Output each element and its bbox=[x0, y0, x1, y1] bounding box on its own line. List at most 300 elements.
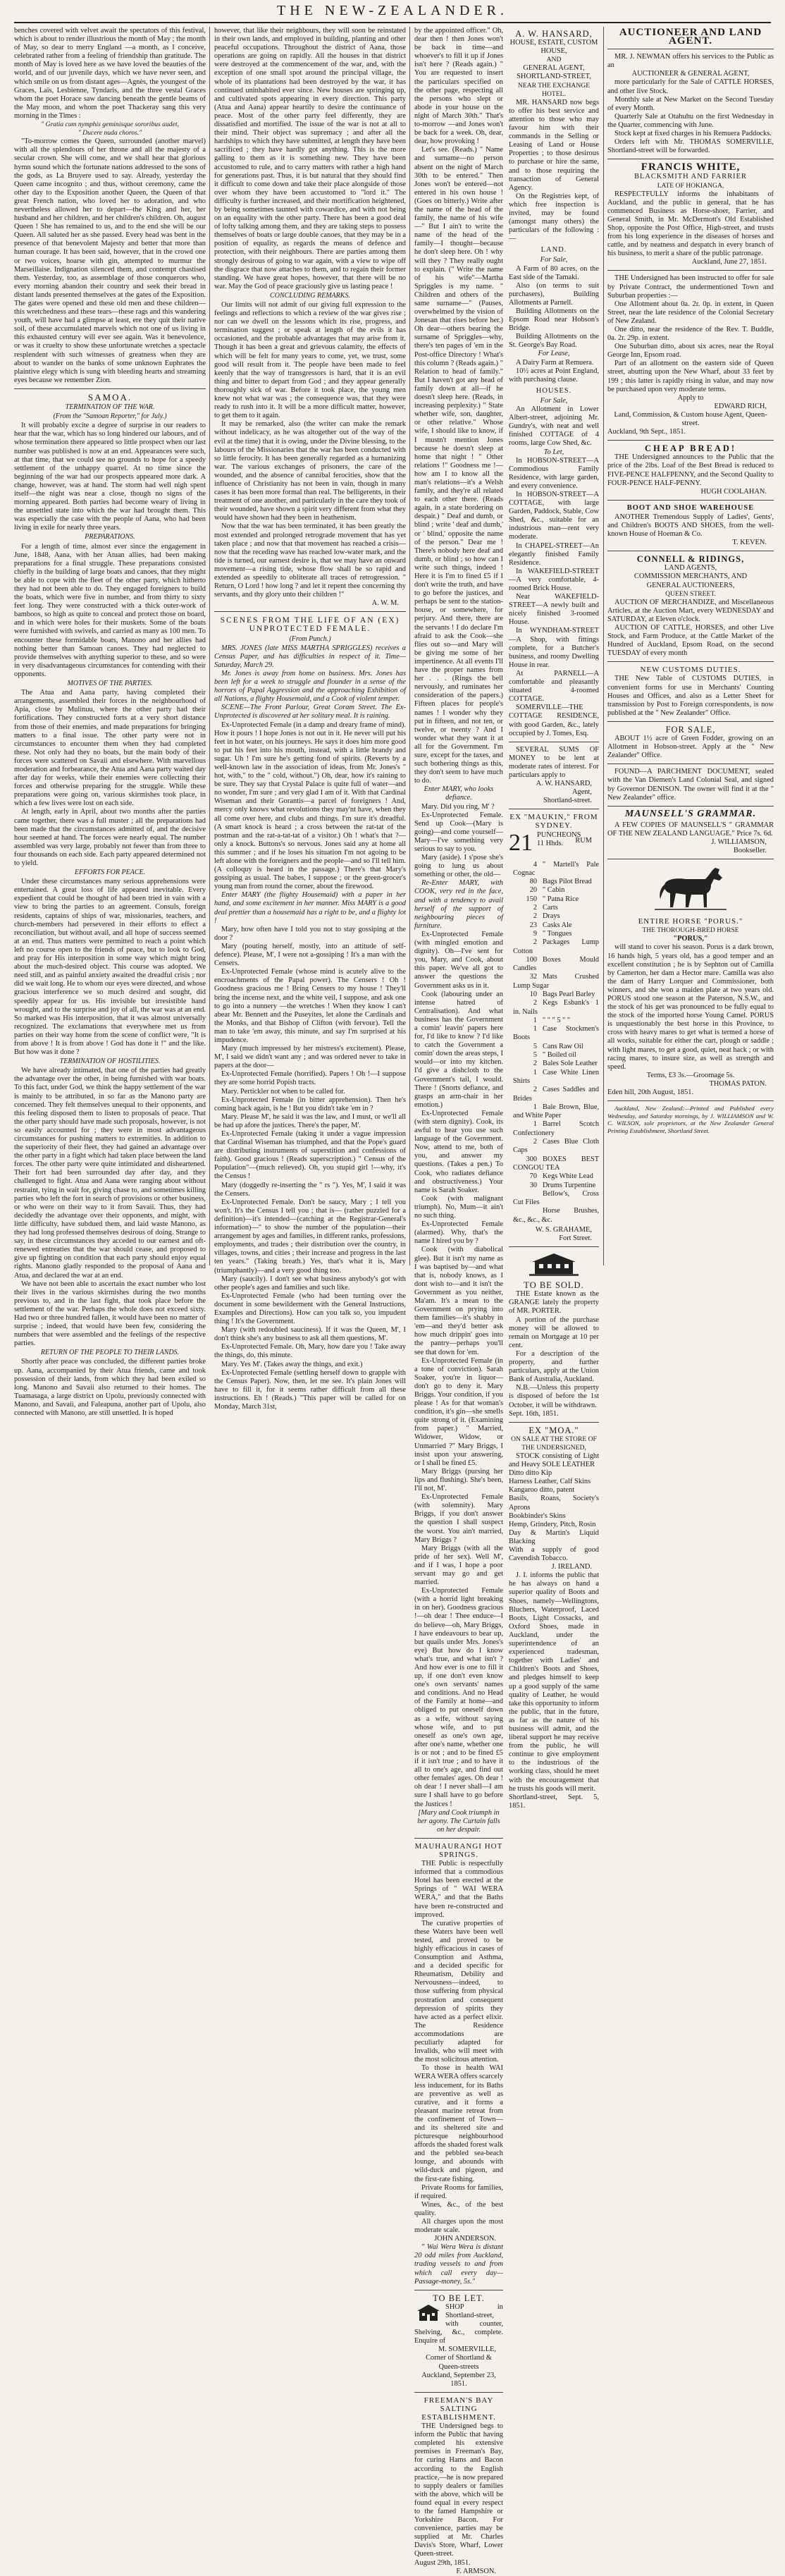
maukin-items bbox=[509, 861, 599, 1225]
ad-title: CHEAP BREAD! bbox=[644, 443, 737, 454]
stock-item bbox=[513, 904, 599, 912]
listing: Building Allotments on the Epsom Road near Hobson's Bridge. bbox=[509, 307, 599, 333]
listing: Building Allotments on the St. George's Bay Road. bbox=[509, 333, 599, 350]
ad-heading: SHORTLAND-STREET, bbox=[517, 73, 591, 81]
ad-title: A. W. HANSARD, bbox=[515, 29, 593, 39]
stock-quantity: 2 bbox=[533, 938, 537, 947]
stock-quantity: 2 bbox=[533, 1138, 537, 1146]
stock-item bbox=[513, 1155, 599, 1173]
listing: In WAKEFIELD-STREET—A very comfortable, 4-roomed Brick House. bbox=[509, 567, 599, 592]
ad-paragraph: Stock kept at fixed charges in his Remuera Paddocks. bbox=[614, 130, 772, 138]
puncheons-label: PUNCHEONS bbox=[537, 830, 581, 839]
stock-item bbox=[513, 1051, 599, 1060]
stock-quantity: 1 bbox=[533, 1068, 537, 1077]
article-paragraph: The Atua and Aana party, having completed their arrangements, assembled their forces in the neighbourhood of Apia, close by Mulinuu, where the other party had their fortifications. They constructed forts at a very short distance from those of their enemies, and made preparations for bringing matters to a final issue. The other party were not in circumstances to encounter them when they had completed these. Not only had they no boats, but the main body of their forces were scattered on Savaii and elsewhere. With marvellous moderation and forbearance, the Atua and Aana party waited day after day for weeks, while their enemies were collecting their forces and otherwise preparing for the struggle. While these preparations were going on, various skirmishes took place, in which a few lives were lost on each side. bbox=[14, 689, 206, 808]
ad-title: BOOT AND SHOE WAREHOUSE bbox=[626, 503, 755, 512]
article-source: (From Punch.) bbox=[289, 634, 331, 643]
article-paragraph: SCENE—The Front Parlour, Great Coram Street. The Ex-Unprotected is discovered at her solitary meal. It is raining. bbox=[214, 704, 406, 720]
article-paragraph: Ex-Unprotected Female (taking it under a vague impression that Cardinal Wiseman has triumphed, and that the Pope's guard are distributing instruments of superstition and confessions of faith). Good gracious ! (Reads superscription.) " Census of the Population"—(much relieved). Oh, you stupid girl !—why, it's the Census ! bbox=[214, 1130, 406, 1181]
ad-paragraph: SEVERAL SUMS OF MONEY to be lent at moderate rates of interest. For particulars apply to bbox=[509, 745, 599, 779]
article-paragraph: Ex-Unprotected Female (with mingled emotion and dignity). Oh—I've sent for you, Mary, and Cook, about this paper. We've all got to answer the questions the Government asks us in it. bbox=[414, 930, 503, 990]
ad-apply: Apply to bbox=[677, 393, 704, 402]
subheading: To Let, bbox=[543, 448, 564, 456]
ad-paragraph: A FEW COPIES OF MAUNSELL'S " GRAMMAR OF THE NEW ZEALAND LANGUAGE." Price 7s. 6d. bbox=[607, 821, 774, 838]
stock-description: " Boiled oil bbox=[543, 1051, 576, 1060]
article-signature: A. W. M. bbox=[371, 599, 399, 608]
ad-terms: Terms, £3 3s.—Groomage 5s. bbox=[646, 1071, 735, 1079]
stock-quantity: 2 bbox=[533, 904, 537, 912]
article-paragraph: We have not been able to ascertain the exact number who lost their lives in the various skirmishes during the two months previous to, and in the last fight, that took place before the settlement of the war. Perhaps the whole does not exceed sixty. Had two or three hundred fallen, it would have been no matter of surprise ; indeed, that would have been few, considering the numbers that were assembled and the feelings of the respective parties. bbox=[14, 1280, 206, 1348]
column-divider bbox=[209, 27, 210, 1265]
ad-heading: BLACKSMITH AND FARRIER bbox=[634, 173, 747, 181]
ad-signature: A. W. HANSARD, bbox=[536, 780, 592, 788]
article-paragraph: Ex-Unprotected Female (with a horrid light breaking in on her). Goodness gracious !—oh dear ! Thee enduce—I do believe—oh, Mary Briggs, I have endeavours to bear up, but quails under Mrs. Jones's eye) But how do I know what's true, and what isn't ? And how ever is one to fill it up, if one don't even know one's own servants' names and conditions. And no Head of the Family at home—and obliged to put oneself down as a wife, without saying whose wife, and to put oneself as one's own age, after one's name, whether one is or not ; and to be fined £5 if it isn't true ; and to have it all to one's age, and find out other females' ages. Oh dear ! oh dear ! I never shall—I am sure I shall have to go before the Justices ! bbox=[414, 1587, 503, 1808]
article-paragraph: We have already intimated, that one of the parties had greatly the advantage over the other, in being furnished with war boats. To this fact, under God, we think the happy settlement of the war is mainly to be attributed, in so far as the Manono party are concerned. They felt themselves unequal to their opponents, and this feeling disposed them to listen to proposals of peace. That the other party should have made such proposals, however, is not so easily accounted for ; they were in most advantageous circumstances for pushing matters to extremities. In addition to the superiority of their fleet, they had gained an advantage over the other party in a fight which had taken place between the land forces. The other party were quite intimidated and disheartened. Their fort had been surrounded day after day, and they challenged to fight. Atua and Aana were ranging about without restraint, tying in wait for, giving chase to, and sometimes killing parties who left the fort in search of provisions or other business, or who were on their way to it from Savaii. Thus, they had decidedly the advantage over their opponents, and might, with little difficulty, have subdued them, and laid waste Manono, as they had long professed themselves desirous of doing. Strange to say, in these circumstances they acceded to our earnest and oft-renewed entreaties that the war should cease, and proposed to give up fighting on condition that each party should enjoy equal rights. Manono gladly responded to the proposal of Aana and Atua, and declared the war at an end. bbox=[14, 1067, 206, 1280]
column-divider bbox=[409, 27, 410, 1265]
listing: Near WAKEFIELD-STREET—A newly built and nicely finished 3-roomed House. bbox=[509, 593, 599, 627]
listing: In HOBSON-STREET—A Commodious Family Residence, with large garden, and every convenience. bbox=[509, 456, 599, 490]
ad-paragraph: STOCK consisting of Light and Heavy SOLE LEATHER bbox=[509, 1452, 599, 1469]
article-paragraph: Enter MARY (the flighty Housemaid) with a paper in her hand, and some excitement in her manner. Miss MARY is a good deal prettier than a housemaid has a right to be, and a flighty lot ! bbox=[214, 891, 406, 925]
listing: A Dairy Farm at Remuera. bbox=[516, 358, 594, 367]
stock-quantity: 23 bbox=[529, 921, 537, 929]
divider bbox=[414, 1838, 503, 1839]
ad-heading: COMMISSION MERCHANTS, AND bbox=[633, 572, 748, 581]
ad-role: Bookseller. bbox=[733, 847, 767, 855]
ad-signature: Fort Street. bbox=[559, 1234, 592, 1243]
stock-quantity: 9 bbox=[533, 929, 537, 938]
stock-description: " Tongues bbox=[543, 929, 572, 938]
article-paragraph: Ex-Unprotected Female (horrified). Papers ! Oh !—I suppose they are some horrid Popish tracts. bbox=[214, 1070, 406, 1087]
ad-paragraph: THE Undersigned announces to the Public that the price of the 2lbs. Loaf of the Best Bread is reduced to FIVE-PENCE HALFPENNY, and the Second Quality to FOUR-PENCE HALF-PENNY. bbox=[607, 453, 774, 487]
ad-date: August 29th, 1851. bbox=[414, 2558, 471, 2567]
article-paragraph: At length, early in April, about two months after the parties came together, there was a full muster ; all the preparations had been made that the circumstances admitted of, and the decisive hour seemed at hand. The forces were nearly equal. The number assembled was very large, probably not fewer than from three to four thousands on each side. Each party appeared determined not to yield. bbox=[14, 808, 206, 867]
stock-description: Horse Brushes, &c., &c., &c. bbox=[513, 1207, 599, 1224]
ad-signature: J. WILLIAMSON, bbox=[711, 838, 767, 846]
stock-item bbox=[513, 1060, 599, 1068]
section-heading: EFFORTS FOR PEACE. bbox=[74, 869, 146, 877]
article-paragraph: Mary Briggs (pursing her lips and flushing). She's been, I'll not, M'. bbox=[414, 1467, 503, 1493]
ad-paragraph: Private Rooms for families, if required. bbox=[414, 2183, 503, 2200]
article-paragraph: Mary (much impressed by her mistress's excitement). Please, M', I said we didn't want any ; and was ordered never to take in papers at the door— bbox=[214, 1045, 406, 1070]
ad-signature: Shortland-street. bbox=[543, 797, 592, 805]
ad-signature: F. ARMSON. bbox=[456, 2567, 496, 2575]
stock-item bbox=[513, 956, 599, 974]
stock-description: Kegs White Lead bbox=[543, 1172, 593, 1181]
stock-description: Drays bbox=[543, 912, 560, 921]
latin-quote: " Ducere nuda choros." bbox=[78, 129, 142, 137]
article-paragraph: Cook (labouring under an intense hatred of Centralisation). And what business has the Government a comin' leavin' papers here for, I'd like to know ? I'd like to catch the Government a comin' down the areas steps, I would—or into my kitchen. I'd give a dishcloth to the Government's tail, I would. There ! (Snorts defiance, and grasps an arm-chair in her emotion.) bbox=[414, 990, 503, 1109]
stock-item bbox=[513, 895, 599, 904]
ad-signature: W. S. GRAHAME, bbox=[535, 1226, 592, 1234]
stock-description: Bales Sole Leather bbox=[543, 1060, 598, 1068]
ad-paragraph: Monthly sale at New Market on the Second Tuesday of every Month. bbox=[607, 95, 774, 112]
ad-date: Auckland, 9th Sept., 1851. bbox=[607, 428, 686, 436]
ad-title: EX "MOA." bbox=[529, 1425, 579, 1435]
stock-description: " Cabin bbox=[543, 886, 565, 895]
ad-signature: T. KEVEN. bbox=[732, 539, 767, 547]
article-paragraph: Ex-Unprotected Female (with solemnity). Mary Briggs, if you don't answer the question I shall suspect the worst. You ain't married, Mary Briggs ? bbox=[414, 1493, 503, 1544]
article-title: SCENES FROM THE LIFE OF AN (EX) UNPROTECTED FEMALE. bbox=[220, 616, 400, 634]
stock-quantity: 1 bbox=[533, 1103, 537, 1111]
ad-title: AUCTIONEER AND LAND AGENT. bbox=[619, 27, 762, 47]
stock-item bbox=[513, 1025, 599, 1043]
ad-date: Sept. 16th, 1851. bbox=[509, 1409, 559, 1418]
stock-quantity: 2 bbox=[533, 912, 537, 921]
ad-role: Land, Commission, & Custom house Agent, Queen-street. bbox=[614, 410, 767, 428]
listing: 10½ acres at Point England, with purchasing clause. bbox=[509, 367, 599, 384]
ad-title: ENTIRE HORSE "PORUS." bbox=[638, 917, 743, 926]
stock-quantity: 300 bbox=[526, 1155, 537, 1163]
listing: At PARNELL—A comfortable and pleasantly situated 4-roomed COTTAGE. bbox=[509, 669, 599, 704]
listing: SOMERVILLE—THE COTTAGE RESIDENCE, with good Garden, &c., lately occupied by J. Tomes, Esq. bbox=[509, 704, 599, 737]
colophon: Auckland, New Zealand:—Printed and Published every Wednesday, and Saturday mornings, by J. WILLIAMSON and W. C. WILSON, sole proprietors, at the New Zealander General Printing Establishment, Shortland Street. bbox=[607, 1105, 774, 1134]
stock-item: Harness Leather, Calf Skins bbox=[509, 1478, 591, 1486]
stock-description: " Patna Rice bbox=[543, 895, 579, 903]
ad-heading: QUEEN STREET. bbox=[665, 589, 716, 598]
ad-paragraph: more particularly for the Sale of CATTLE HORSES, and other live Stock. bbox=[607, 78, 774, 95]
column-4 bbox=[607, 27, 774, 1268]
stock-description: Mats Crushed Lump Sugar bbox=[513, 973, 599, 990]
stage-direction: Re-Enter MARY, with COOK, very red in the face, and with a tendency to avail herself of the support of neighbouring pieces of furniture. bbox=[414, 879, 503, 930]
ad-date: Shortland-street, Sept. 5, 1851. bbox=[509, 1793, 599, 1810]
article-paragraph: Ex-Unprotected Female (with stern dignity). Cook, its awful to hear you use such language of the Government. Now, attend to me, both of you, and answer my questions. (Takes a pen.) To Cook, who radiates defiance and obstructiveness.) Your name is Sarah Soaker. bbox=[414, 1109, 503, 1194]
listing: Part of an allotment on the eastern side of Queen street, abutting upon the New Wharf, about 33 feet by 199 ; this latter is rapidly rising in value, and may now be purchased upon very moderate terms. bbox=[607, 360, 774, 393]
stock-quantity: 150 bbox=[526, 895, 537, 903]
divider bbox=[607, 270, 774, 271]
ad-heading: GENERAL AGENT, bbox=[523, 64, 585, 73]
ad-heading: HOUSE, ESTATE, CUSTOM HOUSE, bbox=[509, 39, 598, 56]
ad-heading: GENERAL AUCTIONEERS, bbox=[646, 581, 735, 589]
column-divider bbox=[603, 27, 604, 1265]
ad-paragraph: ANOTHER Tremendous Supply of Ladies', Gents', and Children's BOOTS AND SHOES, from the well-known House of Hoeman & Co. bbox=[607, 513, 774, 539]
stock-item bbox=[513, 938, 599, 956]
ad-heading: LATE OF HOKIANGA, bbox=[657, 181, 724, 190]
divider bbox=[607, 763, 774, 764]
article-paragraph: by the appointed officer." Oh, dear then ! then Jones won't be back in time—and whoever's to fill it up if Jones isn't here ? (Reads again.) " You are requested to insert the particulars specified on the other page, respecting all the persons who slept or abode in your house on the night of March 30th." That's to-morrow —and Jones won't be back for a week. Oh, dear, dear, how provoking ! bbox=[414, 27, 503, 146]
article-paragraph: Mary (with redoubled sauciness). If it was the Queen, M', I don't think she's any business to ask all them questions, M'. bbox=[214, 1326, 406, 1343]
article-paragraph: Ex-Unprotected Female (who had been turning over the document in some bewilderment with the General Instructions, Examples and Directions). How can you talk so, you impudent thing ! It's the Government. bbox=[214, 1292, 406, 1326]
stock-quantity: 1 bbox=[533, 1025, 537, 1034]
divider bbox=[607, 500, 774, 501]
stock-description: Barrel Scotch Confectionery bbox=[513, 1120, 599, 1137]
stock-description: " Martell's Pale Cognac bbox=[513, 860, 599, 877]
section-heading: RETURN OF THE PEOPLE TO THEIR LANDS. bbox=[40, 1349, 180, 1357]
stage-direction: [Mary and Cook triumph in her agony. The Curtain falls on her despair. bbox=[417, 1808, 500, 1834]
ad-heading: THE THOROUGH-BRED HORSE bbox=[642, 926, 739, 935]
subheading: For Lease, bbox=[538, 350, 570, 358]
article-paragraph: Ex-Unprotected Female (in a tone of conviction). Sarah Soaker, you're in liquor—don't go to deny it. Mary Briggs. Your condition, if you please ! As for that woman's condition, it's gin—she smells quite strong of it. (Examining from paper.) " Married, Widower, Widow, or Unmarried ?" Mary Briggs, I insist upon your answering, or I shall be fined £5. bbox=[414, 1356, 503, 1467]
article-paragraph: Ex-Unprotected Female (in bitter apprehension). Then he's coming back again, is he ! But you didn't take 'em in ? bbox=[214, 1096, 406, 1112]
ad-signature: JOHN ANDERSON. bbox=[434, 2235, 496, 2243]
subheading: For Sale, bbox=[540, 256, 568, 264]
stock-item bbox=[513, 886, 599, 895]
puncheons-count: 21 bbox=[509, 829, 533, 856]
ad-paragraph: The curative properties of these Waters have been well tested, and proved to be highly efficacious in cases of Consumption and Asthma, and a decided specific for Rheumatism, Debility and Nervousness—indeed, to those suffering from physical prostration and consequent depression of spirits they have acted as a perfect elixir. The Residence accommodations are peculiarly adapted for Invalids, who will meet with the most solicitous attention. bbox=[414, 1919, 503, 2064]
ad-title: FRANCIS WHITE, bbox=[641, 161, 741, 173]
stock-quantity: 100 bbox=[526, 955, 537, 964]
ad-title: CONNELL & RIDINGS, bbox=[636, 554, 745, 565]
stock-item bbox=[513, 1043, 599, 1051]
stock-item bbox=[513, 990, 599, 999]
ad-signature: HUGH COOLAHAN. bbox=[700, 487, 767, 496]
stock-description: Bags Pilot Bread bbox=[543, 878, 592, 886]
article-paragraph: Ex-Unprotected Female. Send up Cook—(Mary is going)—and come yourself—Mary—I've something very serious to say to you. bbox=[414, 811, 503, 853]
ad-paragraph: will stand to cover his season. Porus is a dark brown, 16 hands high, 5 years old, has a good temper and an excellent constitution ; he is by Sephton out of Camilla by Camerton, her dam a Hector mare. Camilla was also the dam of Harry Lorquer and Commissioner, both winners, and she won a maiden plate at two years old. PORUS stood one season at the Paterson, N.S.W., and the stock of his get was pronounced to be fully equal to the stock of the imported horse Young Camel. PORUS is unquestionably the best horse in this Province, to cross with heavy mares to get what is termed a horse of all works, suitable for either the cart, plough or saddle ; with light mares, to get a good, quiet, neat hack ; or with racing mares, to insure size, as well as strength and speed. bbox=[607, 943, 774, 1071]
ad-paragraph: Wines, &c., of the best quality. bbox=[414, 2200, 503, 2217]
stock-item: Day & Martin's Liquid Blacking bbox=[509, 1528, 599, 1545]
stock-description: Cans Raw Oil bbox=[543, 1042, 583, 1050]
stock-quantity: 1 bbox=[533, 1016, 537, 1024]
ad-date: Auckland, September 23, 1851. bbox=[421, 2371, 496, 2388]
ad-paragraph: AUCTION OF MERCHANDIZE, and Miscellaneous Articles, at the Auction Mart, every WEDNESDAY and SATURDAY, at Eleven o'clock. bbox=[607, 598, 774, 623]
stock-quantity: 5 bbox=[533, 1042, 537, 1050]
stock-item bbox=[513, 973, 599, 990]
stock-item bbox=[513, 1172, 599, 1181]
stock-description: " " " 5 " " bbox=[543, 1016, 571, 1024]
stock-quantity: 20 bbox=[529, 886, 537, 895]
stock-quantity: 32 bbox=[529, 973, 537, 981]
ad-paragraph: All charges upon the most moderate scale. bbox=[414, 2218, 503, 2235]
section-heading: MOTIVES OF THE PARTIES. bbox=[67, 680, 153, 688]
ad-paragraph: Orders left with Mr. THOMAS SOMERVILLE, Shortland-street will be forwarded. bbox=[607, 138, 774, 155]
article-paragraph: Shortly after peace was concluded, the different parties broke up. Aana, accompanied by their Atua friends, came and took possession of their lands, from which they had been exiled so long. Manono and Savaii also returned to their homes. The Tuamasaga, a large district on Upolu, previously connected with Manono, and Savaii, and Faleapuna, another part of Upolu, also connected with Manono, are still unsettled. It is hoped bbox=[14, 1358, 206, 1417]
article-paragraph: Cook (with malignant triumph). No, Mum—it ain't no such thing. bbox=[414, 1194, 503, 1220]
ad-address: Corner of Shortland & Queen-streets bbox=[426, 2354, 492, 2371]
ad-date: Eden hill, 20th August, 1851. bbox=[607, 1088, 694, 1097]
article-paragraph: Mary, how often have I told you not to stay gossiping at the door ? bbox=[214, 925, 406, 942]
stock-item: With a supply of good Cavendish Tobacco. bbox=[509, 1546, 599, 1563]
article-paragraph: Let's see. (Reads.) " Name and surname—no person absent on the night of March 30th to be entered." Then Jones won't be entered—not entered in his own house ! (Goes on bitterly.) Write after the name of the head of the family, the name of his wife—" But I ain't to write the name of the head of the family—I thought—because he don't sleep here. Oh ! why will they ? They really ought to explain. (" Write the name of his wife"—Martha Spriggles is my name. " Children and others of the same surname—" (Pauses, overwhelmed by the vision of Jonesan that rises before her.) Oh dear—others bearing the surname of Spriggles—why, there's ten pages of 'em in the Post-office Directory ! What's this column ? (Reads again.) " Relation to head of family." But I haven't got any head of family down at all—if he doesn't sleep here. (Reads, in increasing perplexity.) " State whether wife, son, daughter, or other relative." Whose wife, I should like to know, if I mustn't mention Jones because he doesn't sleep at home that night ! " Other relations !" Goodness me !—how am I to know all the man's relations—it's a Welsh family, and they're all related to each other there. (Reads again, in a state bordering on despair.) " Deaf and dumb, or blind ; write ' deaf and dumb,' or ' blind,' opposite the name of the person." Dear me ! There's nobody here deaf and dumb, or blind ; so how can I write such things, indeed ! Here it is I'm to fined £5 if I don't write the truth, and have to go before the justices, and perhaps be sent to the station-house, or somewhere, for perjury. And there, there are the servants ! I do declare I'm afraid to ask the Cook—she flies out so—and Mary will be giving me some of her impertinence. At all events I'll have the proper names from her . . . (Rings the bell nervously, and ruminates her consideration of the papers.) Fifteen places for people's names ! I wonder why they put in fifteen, and not ten, or twelve, or twenty ? And I wonder what they want it at all for the Government. I'm sure, except for the taxes, and such bothering things as this, they don't seem to have much to do. bbox=[414, 146, 503, 785]
article-paragraph: Mary (pouting herself, mostly, into an attitude of self-defence). Please, M', I were not a-gossiping ! It's a man with the Censers. bbox=[214, 942, 406, 968]
stock-quantity: 80 bbox=[529, 878, 537, 886]
ad-paragraph: THE Undersigned begs to inform the Public that having completed his extensive premises in Freeman's Bay, for curing Hams and Bacon according to the English practice,—he is now prepared to supply dealers or families with the above, which will be found equal in every respect to the famed Hampshire or Yorkshire Bacon. For convenience, parties may be supplied at Mr. Charles Davis's Store, Wharf, Lower Queen-street. bbox=[414, 2422, 503, 2558]
ad-paragraph: MR. J. NEWMAN offers his services to the Public as an bbox=[607, 53, 774, 70]
stock-description: Kegs Esbank's 1 in. Nails bbox=[513, 999, 599, 1016]
ad-title: MAUNSELL'S GRAMMAR. bbox=[624, 808, 757, 819]
article-paragraph: Ex-Unprotected Female (alarmed). Why, that's the name I hired you by ? bbox=[414, 1220, 503, 1246]
section-heading: CONCLUDING REMARKS. bbox=[270, 291, 350, 300]
stock-item bbox=[513, 1190, 599, 1208]
horse-name: "PORUS," bbox=[673, 935, 708, 943]
article-paragraph: Mary. Did you ring, M' ? bbox=[421, 802, 495, 811]
listing: In HOBSON-STREET—A COTTAGE, with large Garden, Paddock, Stable, Cow Shed, &c., suitable for an industrious man—rent very moderate. bbox=[509, 490, 599, 541]
ad-title: NEW CUSTOMS DUTIES. bbox=[640, 666, 741, 675]
column-3-left bbox=[414, 27, 503, 2575]
ad-paragraph: MR. HANSARD now begs to offer his best service and attention to those who may favour him with their commands in the Selling or Leasing of Land or House Properties ; to those desirous to purchase or hire the same, and to those requiring the transaction of General Agency. bbox=[509, 98, 599, 192]
stock-item: Basils, Roans, Society's Aprons bbox=[509, 1495, 599, 1511]
article-paragraph: Mary (doggedly re-inserting the " rs "). Yes, M', I said it was the Censers. bbox=[214, 1181, 406, 1198]
stock-quantity: 2 bbox=[533, 999, 537, 1007]
article-paragraph: It may be remarked, also (the writer can make the remark without indelicacy, as he was altogether out of the way of the evil at the time) that it is owing, under the Divine blessing, to the labours of the Missionaries that the war has been conducted with so little ferocity. It has been generally regarded as a humanizing war. The various exchanges of prisoners, the care of the wounded, and the absence of cannibal ferocities, show that the influence of Christianity has not been in vain, though in many cases it has been more formal than real. The belligerents, in their treatment of one another, and particularly in the care they took of their wounded, have shown a spirit very different from what they would have shown had they been in heathenism. bbox=[214, 420, 406, 522]
article-title: SAMOA. bbox=[87, 391, 132, 403]
stock-quantity: 1 bbox=[533, 1120, 537, 1129]
ad-paragraph: THE New Table of CUSTOMS DUTIES, in convenient forms for use in Merchants' Counting Houses and Offices, and also as a Letter Sheet for transmission by Post to Foreign correspondents, is now published at the " New Zealander" Office. bbox=[607, 675, 774, 717]
article-paragraph: Mary. Yes M'. (Takes away the things, and exit.) bbox=[221, 1360, 363, 1368]
listing: Also (on terms to suit purchasers), Building Allotments at Parnell. bbox=[509, 281, 599, 307]
ad-paragraph: A portion of the purchase money will be allowed to remain on Mortgage at 10 per cent. bbox=[509, 1315, 599, 1349]
stock-item bbox=[513, 1207, 599, 1225]
article-paragraph: however, that like their neighbours, they will soon be reinstated in their own lands, and employed in building, planting and other peaceful occupations. Throughout the district of Aana, those operations are going on rapidly. All the houses in that district were destroyed at the commencement of the war, and, with the exception of one small spot around the principal village, the whole of its plantations had been destroyed by the war, it has continued uninhabited ever since. New houses are springing up, and cultivated spots appearing in every direction. This party (Atua and Aana) appear heartily to desire the continuance of peace. Most of the other party feel differently, they are dissatisfied and mortified. The issue of the war is not at all to their mind. Their object was supremacy ; and after all the hardships to which they have submitted, at length they have been sacrificed ; they have hardly got anything. This is the more galling to them as it is something new. They have been accustomed to rule, and to carry matters with rather a high hand for generations past. Thus, it is but natural that they should find it difficult to come down and take their place alongside of those over whom they have been accustomed to "lord it." The difficulty is further increased, and their mortification heightened, by being sometimes taunted with cowardice, and with not being on an equality with the other party. There has been a good deal of lofty talking among them, and they are taking steps to possess themselves of boats or large double canoes, that they may be in a position of equality, as regards the means of defence and protection, with their neighbours. There are parties among them strongly desirous of going to war again, with a view to wipe off the disgrace that now attaches to them, and to regain their former standing. We have great hopes, however, that there will be no war. May the God of peace graciously give us lasting peace ! bbox=[214, 27, 406, 290]
divider bbox=[607, 440, 774, 441]
article-paragraph: Ex-Unprotected Female (settling herself down to grapple with the Census Paper). Now, then, let me see. It's plain Jones will have to fill it, for it seems rather difficult from all these instructions. Eh ! (Reads.) "This paper will be called for on Monday, March 31st, bbox=[214, 1368, 406, 1411]
divider bbox=[509, 1246, 599, 1247]
article-paragraph: Our limits will not admit of our giving full expression to the feelings and reflections to which a review of the war gives rise ; nor can we dwell on the lessons which its rise, progress, and termination suggest ; or speak at length of the evils it has occasioned, and the probable advantages that may arise from it. Though it has been a great and grievous calamity, the effects of which will be felt for many years to come, yet, we trust, some good will result from it. The people have been made to feel keenly that the way of transgressors is hard, that it is an evil thing and bitter to depart from God ; and they appear generally thoroughly sick of war. Before it took place, the young men knew not what war was ; the consequence was, that they were ready to rush into it. It will be a more difficult matter, however, to get them to it again. bbox=[214, 301, 406, 420]
stock-item bbox=[513, 1120, 599, 1138]
article-paragraph: It will probably excite a degree of surprise in our readers to hear that the war, which has so long hindered our labours, and of whose termination there appeared so little prospect when our last number was published is now at an end. Appearances were such, at that time, that we could see no grounds to hope for a speedy settlement of the unhappy quarrel. At no time since the beginning of the war had our prospects appeared more dark. A change, however, was at hand. The storm had well nigh spent itself—the night was near a close, though no signs of the morning appeared. Both parties had become weary of living in the unsettled state into which the war had brought them. This was especially the case with the people of Aana, who had been living in exile for nearly three years. bbox=[14, 422, 206, 532]
stock-quantity: 2 bbox=[533, 1060, 537, 1068]
stock-item bbox=[513, 912, 599, 921]
stock-description: Cases Blue Cloth Caps bbox=[513, 1138, 599, 1155]
puncheons-rum: RUM bbox=[575, 836, 592, 845]
ad-title: EX "MAUKIN," FROM SYDNEY. bbox=[509, 813, 598, 830]
stock-item bbox=[513, 878, 599, 886]
section-heading: PREPARATIONS. bbox=[85, 533, 135, 541]
estate-house-icon bbox=[529, 1251, 579, 1277]
section-heading: TERMINATION OF HOSTILITIES. bbox=[59, 1057, 161, 1066]
ad-title: MAUHAURANGI HOT SPRINGS. bbox=[414, 1841, 503, 1859]
column-2 bbox=[214, 27, 406, 1411]
stock-description: Case Stockmen's Boots bbox=[513, 1025, 599, 1042]
stock-item bbox=[513, 921, 599, 930]
divider bbox=[214, 611, 406, 612]
ad-paragraph: On the Registries kept, of which free inspection is invited, may be found (amongst many others) the particulars of the following :— bbox=[509, 192, 599, 243]
divider bbox=[607, 661, 774, 662]
divider bbox=[509, 1422, 599, 1423]
puncheons-line bbox=[509, 831, 599, 859]
ad-signature: M. SOMERVILLE, bbox=[438, 2345, 496, 2354]
divider bbox=[14, 388, 206, 389]
listing: One ditto, near the residence of the Rev. T. Buddle, 0a. 2r. 29p. in extent. bbox=[607, 326, 774, 343]
stock-item bbox=[513, 930, 599, 938]
ad-paragraph: N.B.—Unless this property is disposed of before the 1st October, it will be withdrawn. bbox=[509, 1384, 599, 1409]
stage-direction: Enter MARY, who looks defiance. bbox=[424, 785, 494, 802]
section-heading: LAND. bbox=[540, 246, 567, 254]
ad-heading: LAND AGENTS, bbox=[664, 564, 717, 572]
listing: One Suburban ditto, about six acres, near the Royal George Inn, Epsom road. bbox=[607, 343, 774, 360]
article-paragraph: Cook (with diabolical glee). But it isn't my name as I was baptised by—and what that is, nobody knows, as I dont wish to—and it isn't the Government as you neither, Ma'am. It's a mean to the Government on prying into them families—it's shabby in 'em—and they'd better ask how much drippin' goes into the pantry—perhaps you'll see that down for 'em. bbox=[414, 1246, 503, 1356]
stock-description: Case White Linen Shirts bbox=[513, 1068, 599, 1085]
stock-description: Boxes Mould Candles bbox=[513, 955, 599, 973]
ad-signature: J. IRELAND. bbox=[551, 1563, 592, 1571]
article-paragraph: Under these circumstances many serious apprehensions were entertained. A great loss of life appeared inevitable. Every expedient that could be thought of had been tried in vain with a view to bring the parties to an agreement. Consuls, foreign residents, captains of ships of war, missionaries, teachers, and church-members had persevered in their efforts to effect a reconciliation, but without avail, and all hope of success seemed at an end. Thus matters were permitted to reach a point which left no course open to the friends of peace, but to look to God, and pray for His interposition in some way which might bring about the much-desired object. This course was adopted. We need still, and as painful anxiety awaited the dreadful crisis ; nor did we wait long. He to whom our eyes were directed, and whose gracious interference we so much desired and sought, did speedily appear for us. His invisible but irresistible hand wrought, and to the surprise and joy of all, the war was at an end. So marked was His interposition, that it was almost universally recognized. The exclamations that everywhere met us from parties on their way home from the scene of conflict were, "It is from above ! It is from above ! God has done it !" and the like. But how was it done ? bbox=[14, 878, 206, 1057]
stock-item: Kangaroo ditto, patent bbox=[509, 1486, 575, 1495]
article-paragraph: Mary (saucily). I don't see what business anybody's got with other people's ages and families and such like. bbox=[214, 1275, 406, 1292]
ad-heading: NEAR THE EXCHANGE HOTEL. bbox=[517, 81, 591, 98]
stock-quantity: 30 bbox=[529, 1181, 537, 1189]
ad-paragraph: ABOUT 1½ acre of Green Fodder, growing on an Allotment in Hobson-street. Apply at the " New Zealander" Office. bbox=[607, 735, 774, 760]
article-paragraph: Ex-Unprotected Female (whose mind is acutely alive to the encroachments of the Papal power). The Censers ! Oh ! Goodness gracious me ! Bring Censers to my house ! They'll bring the incense next, and the white veil, I suppose, and ask one to go into a nunnery —the wretches ! When they know I can't abear Mr. Bennett and the Puseyites, let alone the Cardinals and the Monks, and that Bishop of Clifton (with fervour). Tell the man to take 'em away, this minute, and say I'm surprised at his impudence. bbox=[214, 968, 406, 1044]
masthead: THE NEW-ZEALANDER. bbox=[277, 3, 508, 18]
ad-title: FOR SALE, bbox=[665, 724, 716, 735]
article-paragraph: For a length of time, almost ever since the engagement in June, 1848, Aana, with her Atuan allies, had been making preparations for a final struggle. These preparations consisted chiefly in the building of large boats and canoes, that they might be able to cope with the fleet of the other party, which hitherto they had not been able to do. They engaged foreigners to build the boats, which were five in number, and from thirty to sixty feet long. They were constructed with a thick outer-work of bamboos, so high as quite to conceal and protect those on board, and in which were holes for their muskets. Some of the boats were furnished with swivels, and carried as many as 100 men. To encounter these formidable boats, Manono and her allies had nothing better than Samoan canoes. They had neglected to provide themselves with anything superior to these, and so were in very disadvantageous circumstances for contending with their opponents. bbox=[14, 542, 206, 678]
stock-item bbox=[513, 1086, 599, 1103]
stock-item: Hemp, Grindery, Pitch, Rosin bbox=[509, 1520, 596, 1528]
header-rule bbox=[14, 22, 771, 23]
ad-paragraph: THE Undersigned has been instructed to offer for sale by Private Contract, the undermentioned Town and Suburban properties :— bbox=[607, 274, 774, 300]
column-3 bbox=[414, 27, 599, 2575]
stock-item bbox=[513, 1103, 599, 1121]
stock-item: Bookbinder's Skins bbox=[509, 1511, 566, 1520]
ad-signature: THOMAS PATON. bbox=[709, 1079, 767, 1088]
ad-paragraph: " Wai Wera Wera is distant 20 odd miles from Auckland, trading vessels to and from which call every day—Passage-money, 5s." bbox=[414, 2243, 503, 2286]
stock-item: Ditto ditto Kip bbox=[509, 1469, 552, 1478]
ad-date: Auckland, June 27, 1851. bbox=[691, 258, 767, 266]
ad-paragraph: SHOP in Shortland-street, with counter, Shelving, &c., complete. Enquire of bbox=[414, 2302, 503, 2345]
stock-description: Cases Saddles and Brides bbox=[513, 1086, 599, 1103]
stock-description: Casks Ale bbox=[543, 921, 572, 929]
ad-paragraph: THE Estate known as the GRANGE lately the property of MR. PORTER. bbox=[509, 1290, 599, 1315]
listing: One Allotment about 0a. 2r. 0p. in extent, in Queen Street, near the late residence of the Colonial Secretary of New Zealand. bbox=[607, 300, 774, 325]
listing: A Farm of 80 acres, on the East side of the Tamaki. bbox=[509, 264, 599, 281]
stock-description: Carts bbox=[543, 904, 558, 912]
stock-description: Drums Turpentine bbox=[543, 1181, 596, 1189]
stock-description: Bale Brown, Blue, and White Paper bbox=[513, 1103, 599, 1120]
page-header bbox=[0, 0, 785, 24]
stock-quantity: 10 bbox=[529, 990, 537, 998]
stock-item bbox=[513, 1017, 599, 1025]
ad-paragraph: J. I. informs the public that he has always on hand a superior quality of Boots and Shoes, namely—Wellingtons, Bluchers, Waterproof, Laced Boots, Light Cossacks, and Oxford Shoes, made in Auckland, under the superintendence of an experienced tradesman, together with Ladies' and Children's Boots and Shoes, and pledges himself to keep up a good supply of the same quality of Leather, he would take this opportunity to inform the public, that in the future, as far as the nature of his business will admit, and the liberal support he may receive from the public, he will continue to give employment to the industrious of the working class, should he meet with the encouragement that he trusts his goods will merit. bbox=[509, 1571, 599, 1793]
stock-description: Packages Lump Cotton bbox=[513, 938, 599, 955]
subheading: For Sale, bbox=[540, 396, 568, 405]
ad-heading: AND bbox=[546, 56, 562, 64]
listing: An Allotment in Lower Albert-street, adjoining Mr. Gundry's, with neat and well finished COTTAGE of 4 rooms, large Cow Shed, &c. bbox=[509, 405, 599, 448]
column-3-right bbox=[509, 27, 599, 1810]
article-paragraph: Mary. Please M', he said it was the law, and I must, or we'll all be had up afore the justices. There's the paper, M'. bbox=[214, 1112, 406, 1129]
ad-paragraph: THE Public is respectfully informed that a commodious Hotel has been erected at the Springs of " WAI WERA WERA," and that the Baths have been re-constructed and improved. bbox=[414, 1860, 503, 1919]
ad-paragraph: To those in health WAI WERA WERA offers scarcely less inducement, for its Baths are preventive as well as curative, and it forms a pleasant marine retreat from the confinement of Town—and its sheltered site and picturesque neighbourhood affords the shaded forest walk and the pebbled sea-beach lounge, and abounds with wild-duck and pigeon, and the first-rate fishing. bbox=[414, 2064, 503, 2183]
stock-quantity: 4 bbox=[533, 860, 537, 869]
latin-quote: " Gratia cum nymphis geminisque sororibus audet, bbox=[41, 121, 179, 129]
article-paragraph: Ex-Unprotected Female. Don't be saucy, Mary ; I tell you won't. It's the Census I tell you ; that is— (rather puzzled for a definition)—it's intended—(catching at the Registrar-General's information)—" to show the number of the population—their arrangement by ages and families, in different ranks, professions, employments, and trades ; their distribution over the country, in villages, towns, and cities ; their increase and progress in the last ten years." (Taking breath.) Yes, that's what it is, Mary (triumphantly)—and a very good thing too. bbox=[214, 1198, 406, 1275]
ad-paragraph: RESPECTFULLY informs the inhabitants of Auckland, and the public in general, that he has commenced Business as Horse-shoer, Farrier, and General Smith, in Mr. McDermott's Old Established Shop, opposite the Post Office, High-street, and trusts from his long experience in the diseases of horses and cattle, and by neatness and despatch in every branch of his business, to merit a share of the public patronage. bbox=[607, 190, 774, 258]
article-paragraph: Ex-Unprotected Female. Oh, Mary, how dare you ! Take away the things, do, this minute. bbox=[214, 1343, 406, 1360]
article-subtitle: TERMINATION OF THE WAR. bbox=[65, 403, 155, 412]
ad-title: TO BE LET. bbox=[433, 2293, 485, 2303]
divider bbox=[414, 2392, 503, 2393]
ad-paragraph: FOUND—A PARCHMENT DOCUMENT, sealed with the Van Diemen's Land Colonial Seal, and signed by Governor DENISON. The owner will find it at the " New Zealander" office. bbox=[607, 768, 774, 802]
ad-title: TO BE SOLD. bbox=[524, 1280, 584, 1291]
stock-item bbox=[513, 999, 599, 1017]
article-paragraph: Ex-Unprotected Female (in a damp and dreary frame of mind). How it pours ! I hope Jones is not out in it. He never will put his feet in hot water, on his journeys. He says it does him more good to put his feet into his mouth, instead, with a little brandy and sugar. Uh ! I'm sure he's getting fond of spirits. (Reverts by a well-known law in the association of ideas, from Mr. Jones's " hot, with," to the " cold, without.") Oh, dear, how it's raining to be sure. They say that Crystal Palace is quite full of water—and no wonder, I'm sure ; and very glad I am of it. With that Cardinal Wiseman and their Gorantis—a parcel of foreigners ! And, mercy only knows what revolutions they may'nt have, when they all come over here, and clubs and things. I'm sure it's dreadful. (A smart knock is heard ; a cross between the rat-tat of the postman and the rat-a-tat-tat of a visitor.) Oh ! what's that ?—only a knock. Buttons's so nervous. Jones said any at home all this summer ; and if he loses his situation I'm not agoing to be left alone with the foreigners and the people—and so I'll tell him. (A colloquy is heard in the passage.) There's that Mary's gossiping as usual. The babes, I suppose ; or the green-grocer's young man from round the corner, about the firewood. bbox=[214, 720, 406, 891]
ad-paragraph: Quarterly Sale at Otahuhu on the first Wednesday in the Quarter, commencing with June. bbox=[607, 112, 774, 129]
stock-quantity: 2 bbox=[533, 1086, 537, 1094]
article-paragraph: benches covered with velvet await the spectators of this festival, which is about to render illustrious the month of May ; the month of May, so dear to merry England —a month, as I conceive, celebrated rather from a feeling of friendship than gratitude. The month of May is loved here as we have loved the beauties of the world, and of our juvenile days, which we have never seen, and which smile on us from distant ages—Agnès, the youngest of the Graces, Laïs, Lesbienne, Tyndaris, and the three vestal Graces whom the poet Horace saw dancing beneath the gentle beams of the May moon, and whom the poet Thackeray sang this very morning in the Times : bbox=[14, 27, 206, 120]
horse-illustration-icon bbox=[652, 864, 729, 913]
article-source: (From the "Samoan Reporter," for July.) bbox=[53, 412, 167, 421]
article-paragraph: Mary Briggs (with all the pride of her sex). Well M', and if I was, I hope a poor servant may go and get married. bbox=[414, 1544, 503, 1587]
article-paragraph: Mr. Jones is away from home on business. Mrs. Jones has been left for a week to struggle and flounder in a sense of the horrors of Papal Aggression and the approaching Exhibition of all Nations, a flighty Housemaid, and a Cook of violent temper. bbox=[214, 669, 406, 704]
section-heading: HOUSES. bbox=[536, 386, 572, 395]
stock-description: Bags Pearl Barley bbox=[543, 990, 595, 998]
stock-description: BOXES BEST CONGOU TEA bbox=[513, 1155, 599, 1172]
ad-paragraph: For a description of the property, and further particulars, apply at the Union Bank of Australia, Auckland. bbox=[509, 1349, 599, 1384]
divider bbox=[607, 1100, 774, 1101]
listing: In WYNDHAM-STREET—A Shop, with fittings complete, for a Butcher's business, and roomy Dwelling House in rear. bbox=[509, 627, 599, 669]
stock-item bbox=[513, 1182, 599, 1190]
stock-item bbox=[513, 1069, 599, 1086]
stock-item bbox=[513, 861, 599, 878]
ad-heading: AUCTIONEER & GENERAL AGENT, bbox=[631, 70, 750, 78]
stock-quantity: 5 bbox=[533, 1051, 537, 1060]
stock-quantity: 70 bbox=[529, 1172, 537, 1181]
stock-description: Bellow's, Cross Cut Files bbox=[513, 1189, 599, 1207]
ad-title: FREEMAN'S BAY SALTING ESTABLISHMENT. bbox=[421, 2396, 496, 2422]
article-paragraph: MRS. JONES (late MISS MARTHA SPRIGGLES) receives a Census Paper, and has difficulties in respect of it. Time—Saturday, March 29. bbox=[214, 644, 406, 669]
column-1 bbox=[14, 27, 206, 1417]
puncheons-hhds: 11 Hhds. bbox=[537, 839, 564, 847]
listing: In CHAPEL-STREET—An elegantly finished Family Residence. bbox=[509, 541, 599, 567]
